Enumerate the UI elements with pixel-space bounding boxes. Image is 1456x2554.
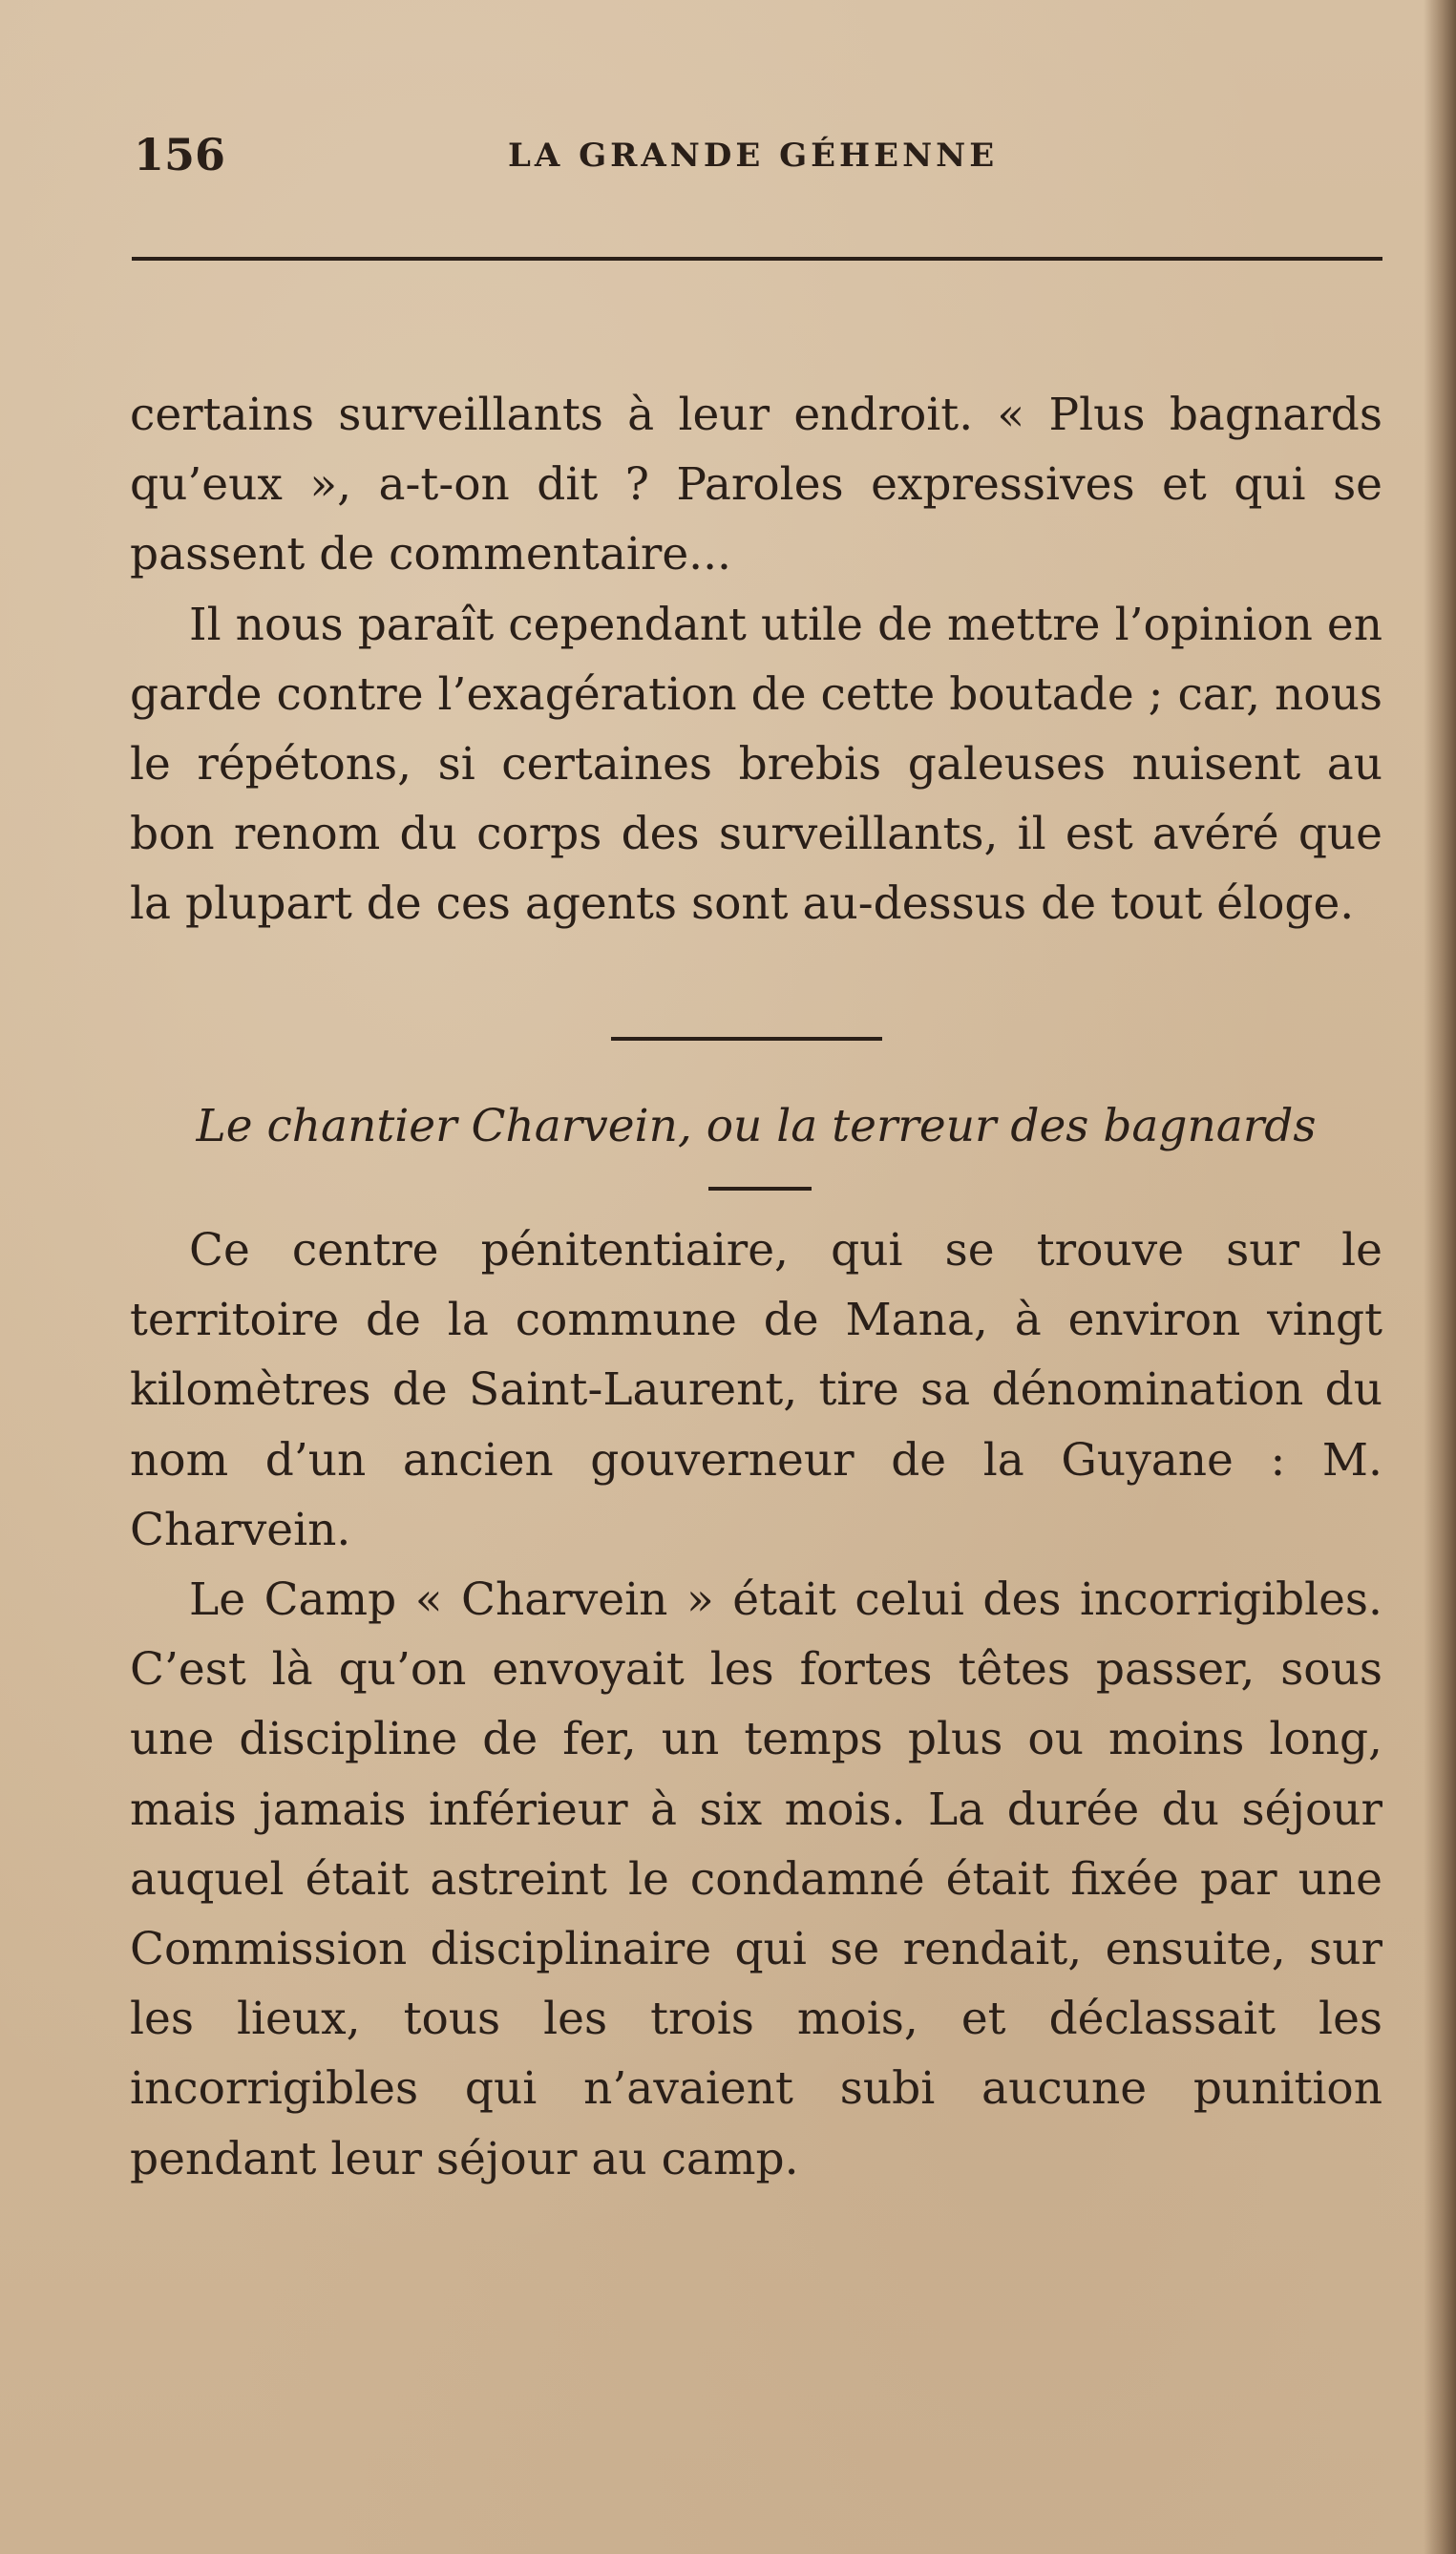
text-block-section	[130, 1215, 1382, 2194]
header-rule	[132, 257, 1382, 261]
text-block-top	[130, 380, 1382, 939]
section-title: Le chantier Charvein, ou la terreur des bagnards	[196, 1100, 1317, 1152]
running-title: LA GRANDE GÉHENNE	[508, 137, 999, 175]
paragraph: certains surveillants à leur endroit. « Plus bagnards qu’eux », a-t-on dit ? Paroles expressives et qui se passent de commentaire...	[130, 389, 1382, 581]
paragraph: Le Camp « Charvein » était celui des incorrigibles. C’est là qu’on envoyait les fortes têtes passer, sous une discipline de fer, un temps plus ou moins long, mais jamais inférieur à six mois. La durée du séjour auquel était astreint le condamné était fixée par une Commission disciplinaire qui se rendait, ensuite, sur les lieux, tous les trois mois, et déclassait les incorrigibles qui n’avaient subi aucune punition pendant leur séjour au camp.	[130, 1573, 1382, 2185]
page-header	[134, 126, 1381, 193]
section-title-underline	[708, 1187, 812, 1191]
page-edge-shadow	[1424, 0, 1456, 2554]
paragraph: Il nous paraît cependant utile de mettre l’opinion en garde contre l’exagération de cette boutade ; car, nous le répétons, si certaines brebis galeuses nuisent au bon renom du corps des surveillants, il est avéré que la plupart de ces agents sont au-dessus de tout éloge.	[130, 598, 1382, 931]
page-number: 156	[134, 129, 226, 180]
section-divider	[611, 1037, 882, 1041]
paragraph: Ce centre pénitentiaire, qui se trouve sur le territoire de la commune de Mana, à environ vingt kilomètres de Saint-Laurent, tire sa dénomination du nom d’un ancien gouverneur de la Guyane : M. Charvein.	[130, 1224, 1382, 1556]
